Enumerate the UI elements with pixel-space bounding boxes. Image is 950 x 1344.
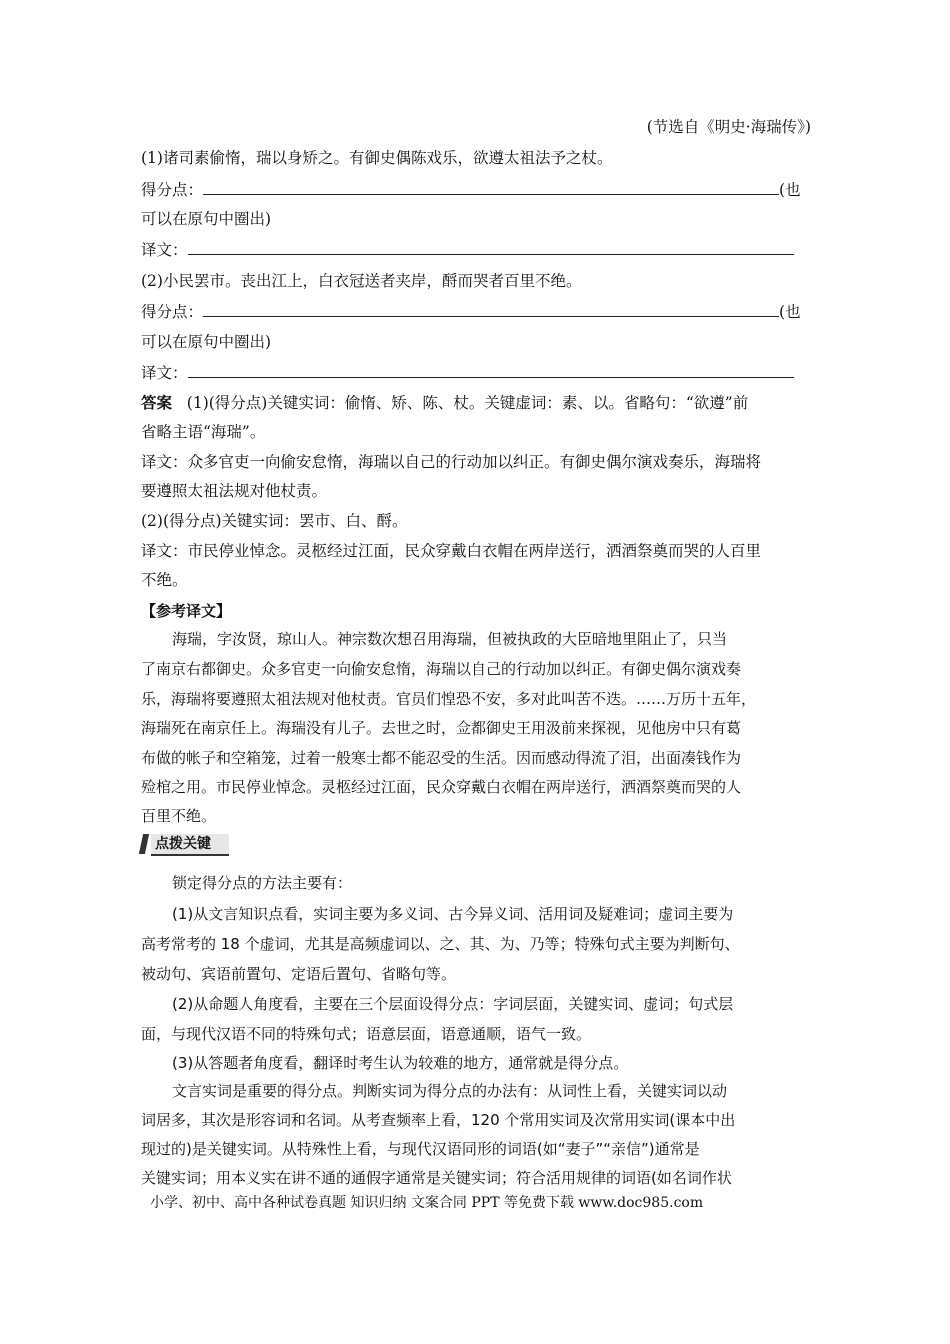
question-2-score-row (141, 302, 811, 322)
translation-blank[interactable] (188, 363, 794, 378)
question-1-sentence: (1)诸司素偷惰，瑞以身矫之。有御史偶陈戏乐，欲遵太祖法予之杖。 (141, 149, 613, 167)
reference-line: 海瑞死在南京任上。海瑞没有儿子。去世之时，佥都御史王用汲前来探视，见他房中只有葛 (141, 719, 742, 737)
translation-blank[interactable] (188, 240, 794, 255)
badge-stripe (139, 834, 149, 854)
translation-2-line-1: 译文：市民停业悼念。灵柩经过江面，民众穿戴白衣帽在两岸送行，洒酒祭奠而哭的人百里 (141, 542, 762, 560)
reference-line: 殓棺之用。市民停业悼念。灵柩经过江面，民众穿戴白衣帽在两岸送行，洒酒祭奠而哭的人 (141, 778, 742, 796)
score-tail: (也 (779, 181, 801, 199)
key-line: (2)从命题人角度看，主要在三个层面设得分点：字词层面，关键实词、虚词；句式层 (172, 995, 734, 1013)
key-line: (3)从答题者角度看，翻译时考生认为较难的地方，通常就是得分点。 (172, 1054, 629, 1072)
key-intro: 锁定得分点的方法主要有： (172, 874, 353, 892)
page-footer: 小学、初中、高中各种试卷真题 知识归纳 文案合同 PPT 等免费下载 www.doc985.com (150, 1195, 704, 1211)
translation-label: 译文： (141, 241, 188, 259)
question-2-translation-row (141, 363, 811, 383)
score-tail: (也 (779, 303, 801, 321)
key-line: 被动句、宾语前置句、定语后置句、省略句等。 (141, 965, 457, 983)
key-line: 高考常考的 18 个虚词，尤其是高频虚词以、之、其、为、乃等；特殊句式主要为判断句、 (141, 935, 740, 953)
question-1-translation-row (141, 240, 811, 260)
reference-title: 【参考译文】 (141, 602, 232, 620)
translation-1-line-1: 译文：众多官吏一向偷安怠惰，海瑞以自己的行动加以纠正。有御史偶尔演戏奏乐，海瑞将 (141, 453, 762, 471)
key-section-badge (141, 832, 231, 856)
score-label: 得分点： (141, 181, 204, 199)
key-line: (1)从文言知识点看，实词主要为多义词、古今异义词、活用词及疑难词；虚词主要为 (172, 905, 734, 923)
answer-2-line-1: (2)(得分点)关键实词：罢市、白、酹。 (141, 512, 408, 530)
answer-label: 答案 (141, 393, 173, 412)
answer-1-line-1: 答案 (1)(得分点)关键实词：偷惰、矫、陈、杖。关键虚词：素、以。省略句：“欲遵”前 (141, 393, 749, 412)
question-1-score-row (141, 180, 811, 200)
score-label: 得分点： (141, 303, 204, 321)
answer-blank[interactable] (203, 302, 779, 317)
key-line: 现过的)是关键实词。从特殊性上看，与现代汉语同形的词语(如“妻子”“亲信”)通常是 (141, 1140, 700, 1158)
key-line: 关键实词；用本义实在讲不通的通假字通常是关键实词；符合活用规律的词语(如名词作状 (141, 1169, 732, 1187)
reference-line: 了南京右都御史。众多官吏一向偷安怠惰，海瑞以自己的行动加以纠正。有御史偶尔演戏奏 (141, 660, 742, 678)
badge-label: 点拨关键 (155, 836, 211, 852)
question-1-score-note: 可以在原句中圈出) (141, 210, 272, 228)
key-line: 词居多，其次是形容词和名词。从考查频率上看，120 个常用实词及次常用实词(课本中出 (141, 1111, 736, 1129)
reference-line: 布做的帐子和空箱笼，过着一般寒士都不能忍受的生活。因而感动得流了泪，出面凑钱作为 (141, 749, 742, 767)
answer-1-line-2: 省略主语“海瑞”。 (141, 423, 266, 441)
question-2-score-note: 可以在原句中圈出) (141, 333, 272, 351)
reference-line: 乐，海瑞将要遵照太祖法规对他杖责。官员们惶恐不安，多对此叫苦不迭。……万历十五年， (141, 690, 757, 708)
key-line: 文言实词是重要的得分点。判断实词为得分点的办法有：从词性上看，关键实词以动 (172, 1082, 728, 1100)
answer-blank[interactable] (203, 180, 779, 195)
question-2-sentence: (2)小民罢市。丧出江上，白衣冠送者夹岸，酹而哭者百里不绝。 (141, 272, 582, 290)
translation-1-line-2: 要遵照太祖法规对他杖责。 (141, 482, 328, 500)
reference-line: 海瑞，字汝贤，琼山人。神宗数次想召用海瑞，但被执政的大臣暗地里阻止了，只当 (172, 630, 728, 648)
key-line: 面，与现代汉语不同的特殊句式；语意层面，语意通顺，语气一致。 (141, 1025, 592, 1043)
source-citation: (节选自《明史·海瑞传》) (646, 118, 811, 136)
translation-2-line-2: 不绝。 (141, 571, 188, 589)
translation-label: 译文： (141, 364, 188, 382)
reference-line: 百里不绝。 (141, 807, 217, 825)
